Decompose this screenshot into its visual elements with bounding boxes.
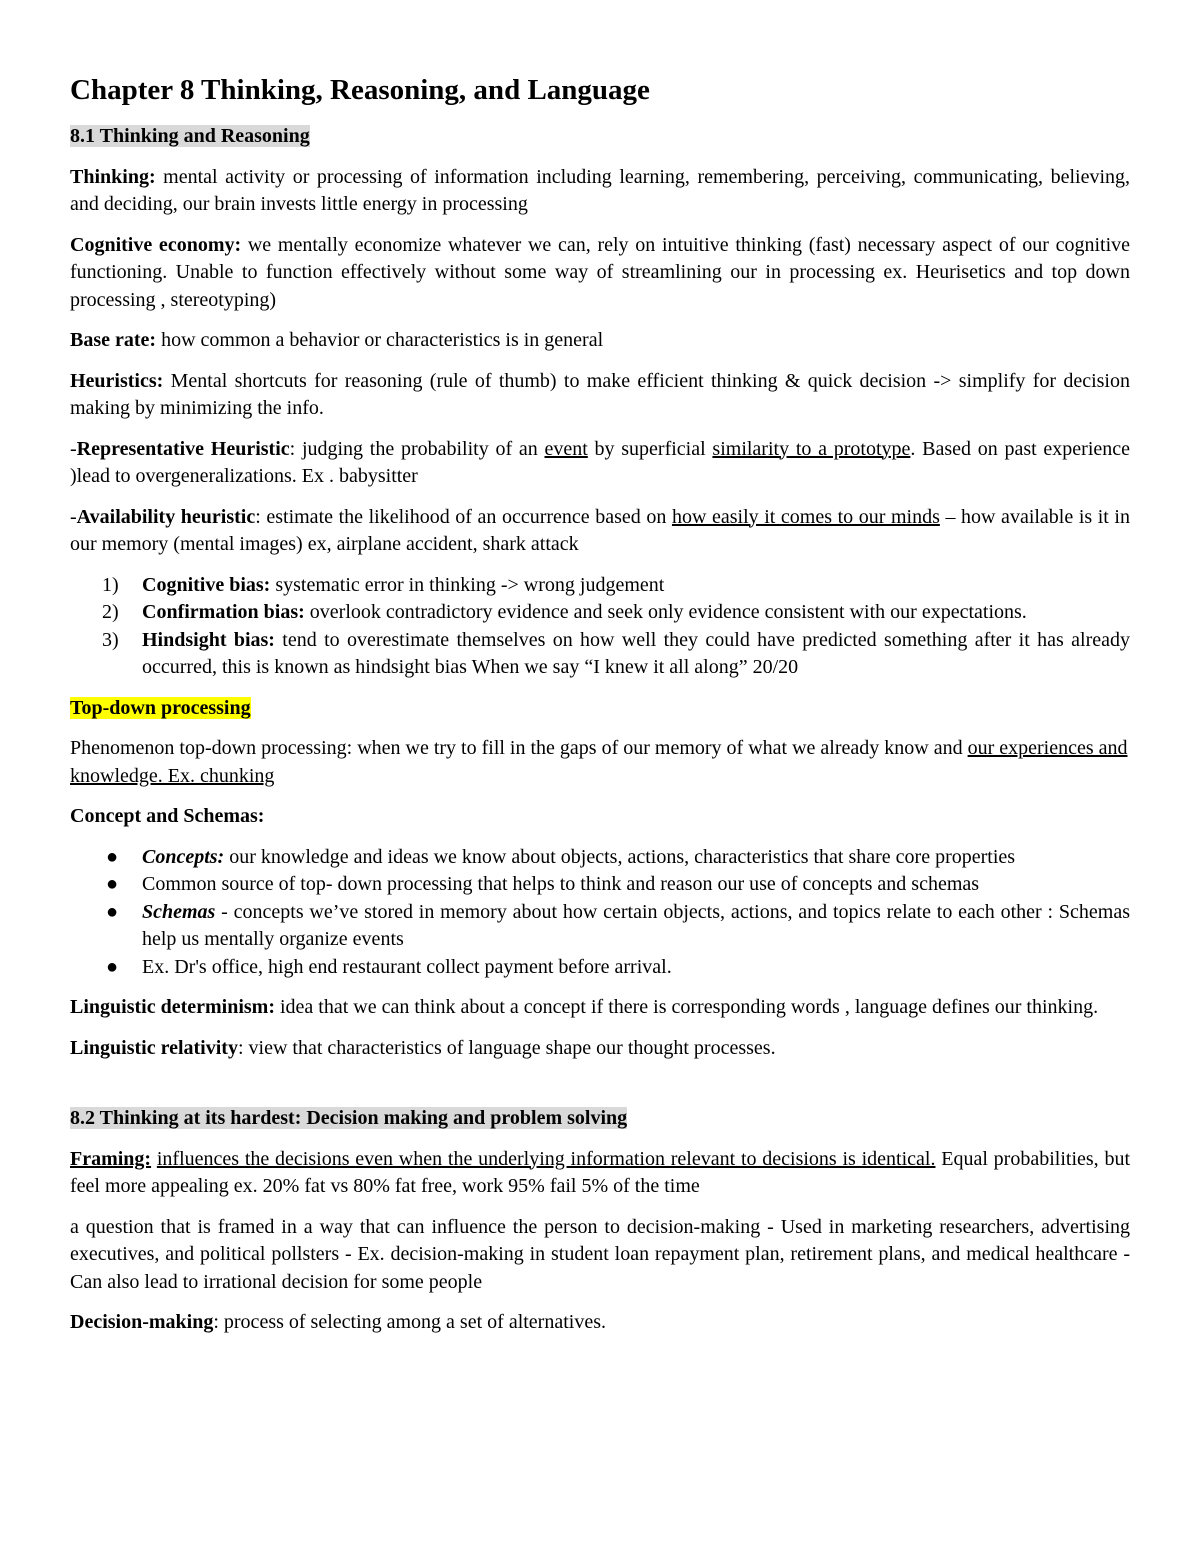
decision-making-text: : process of selecting among a set of alternatives. xyxy=(213,1311,606,1333)
term-concepts: Concepts: xyxy=(142,845,225,868)
representative-text-3: . Based on past experience )lead to overgeneralizations. Ex . babysitter xyxy=(70,437,1131,487)
topdown-heading: Top-down processing xyxy=(70,696,251,719)
availability-text-1: : estimate the likelihood of an occurrence based on xyxy=(255,505,672,528)
term-representative-heuristic: Representative Heuristic xyxy=(76,437,290,460)
term-cognitive-bias: Cognitive bias: xyxy=(142,573,271,596)
term-framing: Framing: xyxy=(70,1147,152,1170)
topdown-heading-para xyxy=(70,695,1130,723)
representative-underline-event: event xyxy=(544,437,588,460)
availability-text-2: – how available is it in our memory (mental images) ex, airplane accident, shark attack xyxy=(70,505,1130,555)
bullet-text: - concepts we’ve stored in memory about how certain objects, actions, and topics relate to each other : Schemas help us mentally organize events xyxy=(142,900,1130,950)
representative-underline-prototype: similarity to a prototype xyxy=(712,437,911,460)
term-linguistic-relativity: Linguistic relativity xyxy=(70,1036,238,1059)
thinking-text: mental activity or processing of information including learning, remembering, perceiving, communicating, believing, and deciding, our brain invests little energy in processing xyxy=(70,165,1130,215)
term-linguistic-determinism: Linguistic determinism: xyxy=(70,996,275,1018)
bullet-text: our knowledge and ideas we know about objects, actions, characteristics that share core properties xyxy=(224,845,1016,868)
representative-text-2: by superficial xyxy=(587,437,713,460)
term-heuristics: Heuristics: xyxy=(70,369,164,392)
list-item xyxy=(70,899,1130,954)
section-2-heading-para xyxy=(70,1105,1130,1133)
list-item xyxy=(70,572,1130,600)
framing-text: Equal probabilities, but feel more appealing ex. 20% fat vs 80% fat free, work 95% fail 5% of the time xyxy=(70,1147,1130,1197)
heuristics-text: Mental shortcuts for reasoning (rule of thumb) to make efficient thinking & quick decision -> simplify for decision making by minimizing the info. xyxy=(70,369,1130,419)
bias-text: systematic error in thinking -> wrong judgement xyxy=(270,573,665,596)
list-item xyxy=(70,954,1130,982)
term-thinking: Thinking: xyxy=(70,165,156,188)
section-1-heading: 8.1 Thinking and Reasoning xyxy=(70,125,310,147)
document-page xyxy=(70,70,1130,1350)
bias-text: tend to overestimate themselves on how well they could have predicted something after it has already occurred, this is known as hindsight bias When we say “I knew it all along” 20/20 xyxy=(142,628,1130,678)
availability-underline: how easily it comes to our minds xyxy=(671,505,940,528)
question-framing-paragraph: a question that is framed in a way that can influence the person to decision-making - Used in marketing researchers, advertising executives, and political pollsters - Ex. decision-making in student loan repayment plan, retirement plans, and medical healthcare - Can also lead to irrational decision for some people xyxy=(70,1215,1130,1293)
list-item xyxy=(70,627,1130,682)
section-1-heading-para xyxy=(70,123,1130,151)
linguistic-relativity-definition xyxy=(70,1035,1130,1063)
topdown-underline: our experiences and knowledge. Ex. chunking xyxy=(70,737,1128,787)
concept-schemas-heading: Concept and Schemas: xyxy=(70,805,265,827)
list-item xyxy=(70,844,1130,872)
list-number: 3) xyxy=(102,628,119,651)
bullet-icon: ● xyxy=(106,955,119,978)
framing-underline: influences the decisions even when the underlying information relevant to decisions is identical. xyxy=(156,1147,936,1170)
dash-prefix: - xyxy=(70,437,77,460)
list-item xyxy=(70,871,1130,899)
topdown-text: Phenomenon top-down processing: when we try to fill in the gaps of our memory of what we already know and xyxy=(70,737,968,759)
decision-making-definition xyxy=(70,1309,1130,1337)
bias-list xyxy=(70,572,1130,682)
availability-heuristic-definition xyxy=(70,504,1130,559)
term-hindsight-bias: Hindsight bias: xyxy=(142,628,275,651)
topdown-paragraph xyxy=(70,735,1130,790)
term-cognitive-economy: Cognitive economy: xyxy=(70,233,242,256)
linguistic-determinism-definition xyxy=(70,994,1130,1022)
determinism-text: idea that we can think about a concept if there is corresponding words , language defines our thinking. xyxy=(275,996,1099,1018)
relativity-text: : view that characteristics of language shape our thought processes. xyxy=(237,1036,776,1059)
list-item xyxy=(70,599,1130,627)
term-schemas: Schemas xyxy=(142,900,216,923)
list-number: 1) xyxy=(102,573,119,596)
term-decision-making: Decision-making xyxy=(70,1311,214,1333)
representative-text-1: : judging the probability of an xyxy=(289,437,545,460)
section-2-heading: 8.2 Thinking at its hardest: Decision making and problem solving xyxy=(70,1107,628,1129)
base-rate-text: how common a behavior or characteristics is in general xyxy=(156,329,604,351)
term-base-rate: Base rate: xyxy=(70,329,157,351)
term-confirmation-bias: Confirmation bias: xyxy=(142,601,305,623)
concept-schemas-heading-para xyxy=(70,803,1130,831)
dash-prefix: - xyxy=(70,505,77,528)
bias-text: overlook contradictory evidence and seek only evidence consistent with our expectations. xyxy=(304,601,1027,623)
concept-bullet-list xyxy=(70,844,1130,982)
chapter-title: Chapter 8 Thinking, Reasoning, and Language xyxy=(70,74,650,106)
term-availability-heuristic: Availability heuristic xyxy=(76,505,256,528)
list-number: 2) xyxy=(102,601,119,623)
bullet-icon: ● xyxy=(106,845,119,868)
thinking-definition xyxy=(70,164,1130,219)
bullet-icon: ● xyxy=(106,900,119,923)
section-spacer xyxy=(70,1075,1130,1105)
framing-definition xyxy=(70,1146,1130,1201)
cognitive-economy-text: we mentally economize whatever we can, rely on intuitive thinking (fast) necessary aspect of our cognitive functioning. Unable to function effectively without some way of streamlining our in processing ex. Heurisetics and top down processing , stereotyping) xyxy=(70,233,1130,311)
heuristics-definition xyxy=(70,368,1130,423)
bullet-text: Common source of top- down processing that helps to think and reason our use of concepts and schemas xyxy=(142,873,980,895)
cognitive-economy-definition xyxy=(70,232,1130,315)
base-rate-definition xyxy=(70,327,1130,355)
bullet-text: Ex. Dr's office, high end restaurant collect payment before arrival. xyxy=(142,955,672,978)
representative-heuristic-definition xyxy=(70,436,1130,491)
bullet-icon: ● xyxy=(106,873,119,895)
